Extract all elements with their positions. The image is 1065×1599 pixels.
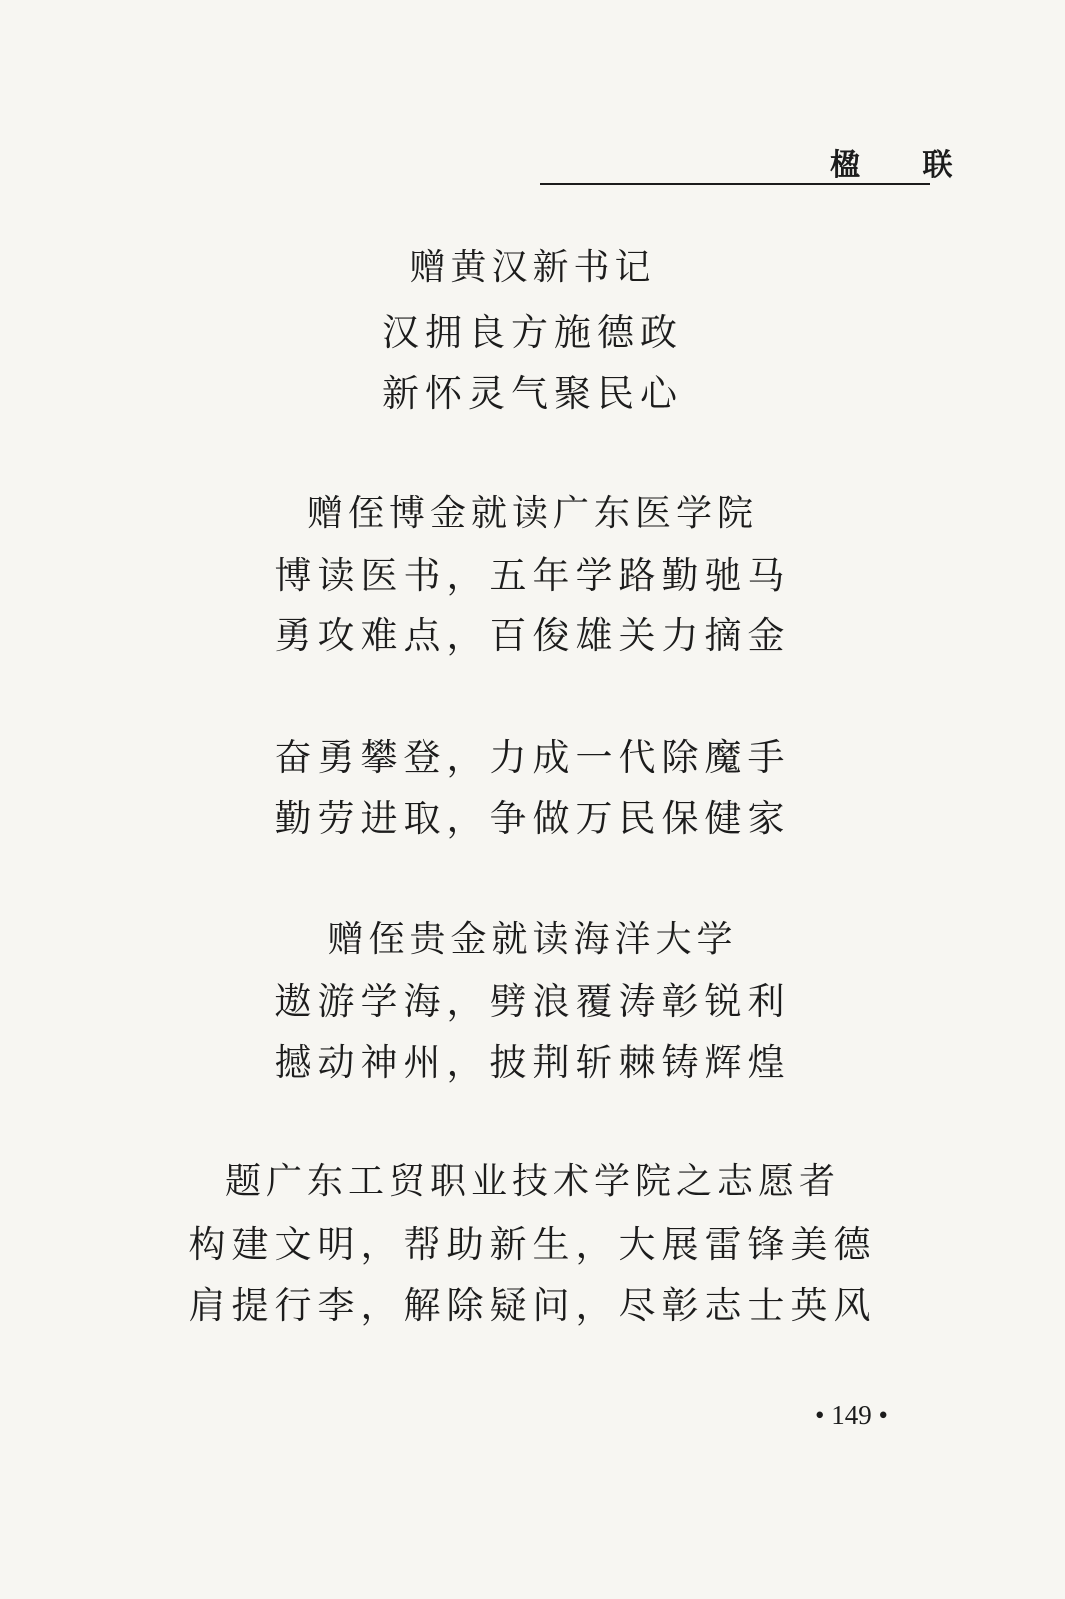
couplet-title: 赠侄贵金就读海洋大学 [327,919,738,960]
page-number: • 149 • [815,1400,888,1430]
couplet-line: 撼动神州，披荆斩棘铸辉煌 [274,1041,791,1084]
couplet-line: 博读医书，五年学路勤驰马 [274,554,791,597]
couplet-line: 勇攻难点，百俊雄关力摘金 [274,614,791,657]
couplet-line: 肩提行李，解除疑问，尽彰志士英风 [188,1284,877,1327]
section-header: 楹 联 [830,148,979,183]
couplet-line: 遨游学海，劈浪覆涛彰锐利 [274,980,791,1023]
couplet-title: 题广东工贸职业技术学院之志愿者 [224,1161,840,1202]
couplet-line: 奋勇攀登，力成一代除魔手 [274,736,791,779]
couplet-line: 汉拥良方施德政 [382,311,683,354]
couplet-line: 新怀灵气聚民心 [382,372,683,415]
couplet-title: 赠侄博金就读广东医学院 [306,493,758,534]
couplet-line: 构建文明，帮助新生，大展雷锋美德 [188,1223,877,1266]
header-rule [540,183,930,185]
couplet-line: 勤劳进取，争做万民保健家 [274,797,791,840]
couplet-title: 赠黄汉新书记 [409,247,656,288]
